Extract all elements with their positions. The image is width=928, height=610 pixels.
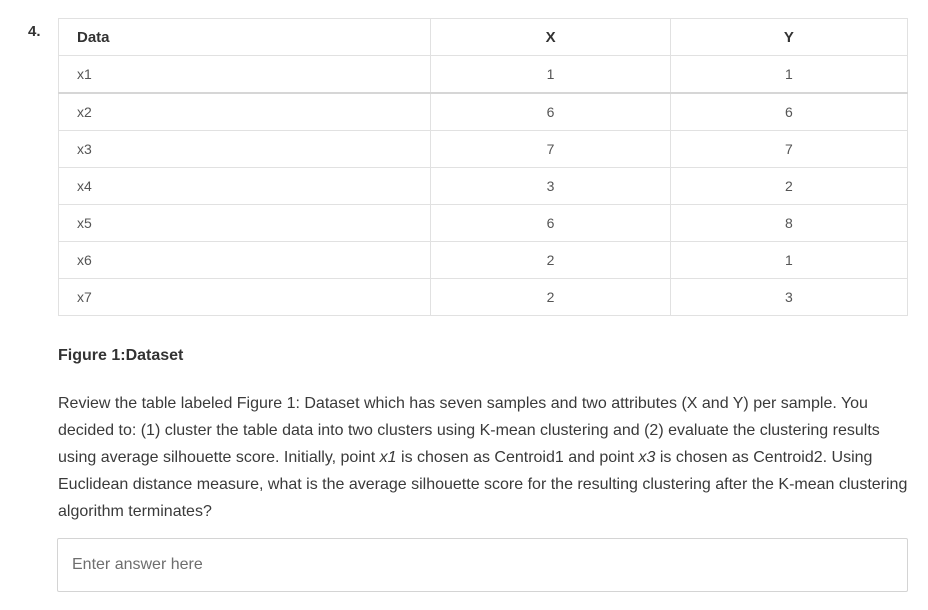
table-row (59, 205, 908, 242)
table-row (59, 168, 908, 205)
table-row (59, 56, 908, 94)
y-value: 2 (670, 168, 907, 205)
x-value: 1 (431, 56, 670, 94)
y-value: 1 (670, 242, 907, 279)
table-row (59, 242, 908, 279)
row-label: x2 (59, 93, 431, 131)
centroid2-point: x3 (638, 449, 656, 466)
y-value: 8 (670, 205, 907, 242)
x-value: 2 (431, 242, 670, 279)
row-label: x7 (59, 279, 431, 316)
y-value: 6 (670, 93, 907, 131)
row-label: x1 (59, 56, 431, 94)
table-row (59, 279, 908, 316)
header-x: X (431, 19, 670, 56)
x-value: 7 (431, 131, 670, 168)
question-text-part1: Review the table labeled Figure 1: Dataset which has seven samples and two attributes (X and Y) per sample. You decided to: (1) cluster the table data into two clusters using K-mean clustering and (2) evaluate the clustering results using average silhouette score. Initially, point (58, 395, 880, 466)
y-value: 3 (670, 279, 907, 316)
x-value: 6 (431, 93, 670, 131)
header-y: Y (670, 19, 907, 56)
question-number: 4. (28, 23, 41, 40)
y-value: 7 (670, 131, 907, 168)
question-text-part3: is chosen as Centroid2. Using Euclidean distance measure, what is the average silhouette score for the resulting clustering after the K-mean clustering algorithm terminates? (58, 449, 908, 520)
row-label: x5 (59, 205, 431, 242)
header-data: Data (59, 19, 431, 56)
table-row (59, 131, 908, 168)
centroid1-point: x1 (379, 449, 397, 466)
figure-caption: Figure 1:Dataset (58, 347, 184, 364)
row-label: x3 (59, 131, 431, 168)
question-text (58, 390, 908, 525)
x-value: 2 (431, 279, 670, 316)
answer-input[interactable] (57, 538, 908, 592)
x-value: 3 (431, 168, 670, 205)
row-label: x4 (59, 168, 431, 205)
row-label: x6 (59, 242, 431, 279)
question-text-part2: is chosen as Centroid1 and point (396, 449, 639, 466)
table-row (59, 93, 908, 131)
table-header-row (59, 19, 908, 56)
x-value: 6 (431, 205, 670, 242)
dataset-table (58, 18, 908, 316)
y-value: 1 (670, 56, 907, 94)
